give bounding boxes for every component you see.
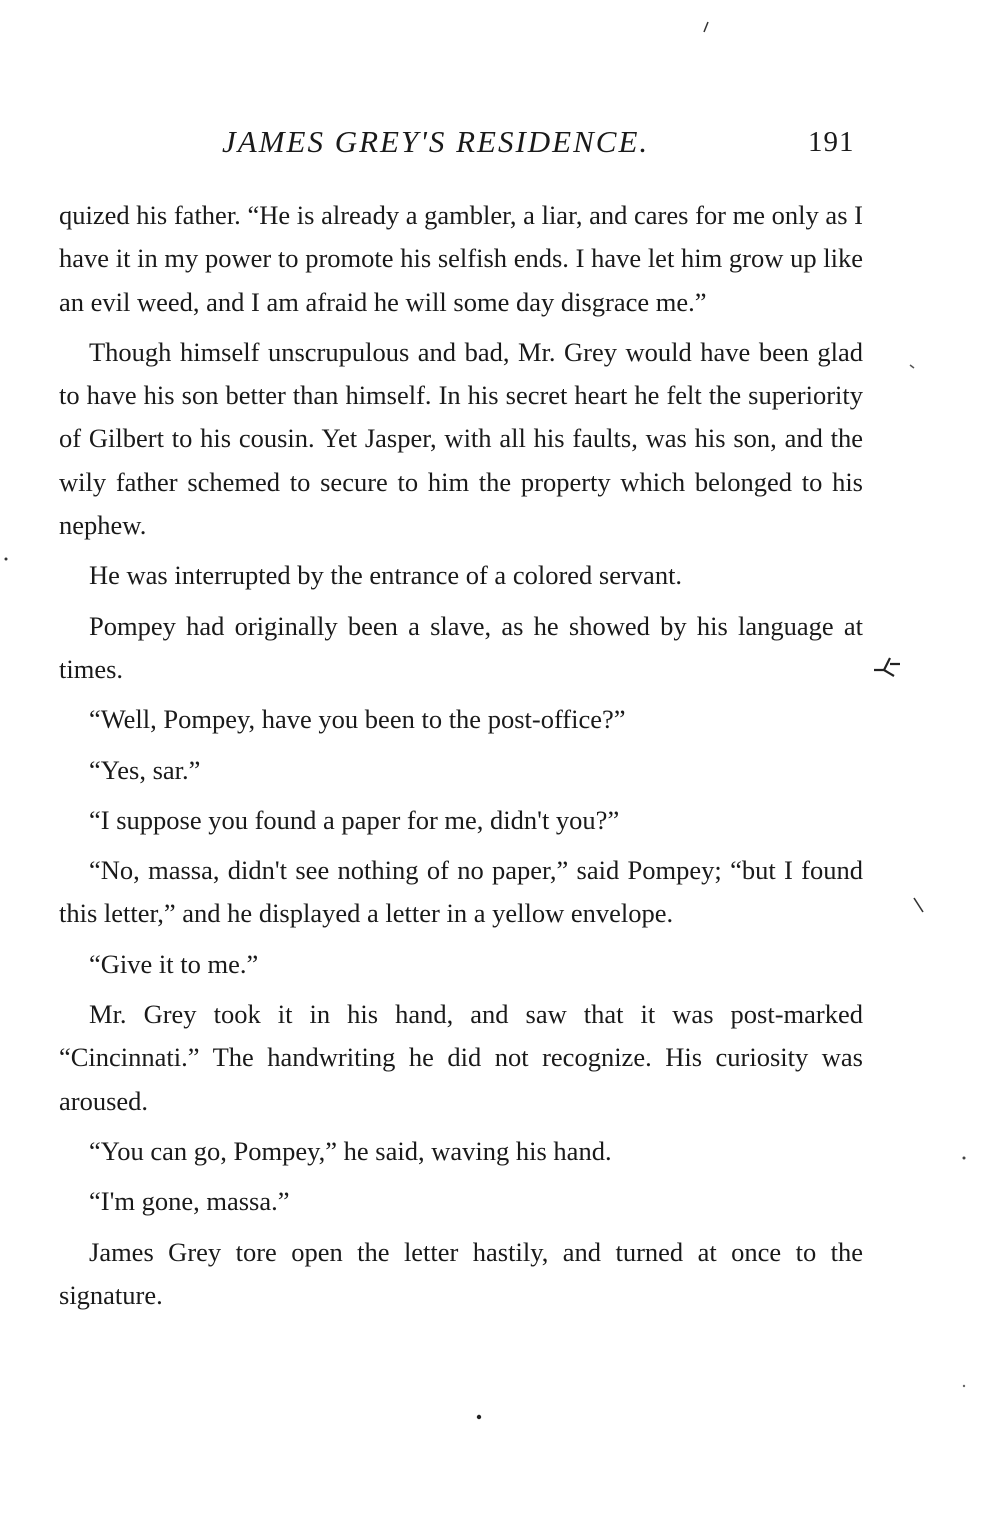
stray-mark-icon bbox=[2, 555, 10, 563]
paragraph: “I'm gone, massa.” bbox=[89, 1186, 290, 1217]
caret-mark-icon bbox=[870, 650, 910, 680]
page-header bbox=[0, 124, 989, 168]
paragraph: “You can go, Pompey,” he said, waving his hand. bbox=[89, 1135, 612, 1166]
paragraph: “I suppose you found a paper for me, didn't you?” bbox=[89, 804, 620, 835]
page-number: 191 bbox=[808, 126, 855, 158]
paragraph: “Yes, sar.” bbox=[89, 754, 201, 785]
paragraph: “Well, Pompey, have you been to the post-office?” bbox=[89, 704, 626, 735]
paragraph: Though himself unscrupulous and bad, Mr. Grey would have been glad to have his son better than himself. In his secret heart he felt the superiority of Gilbert to his cousin. Yet Jasper, with all his faults, was his son, and the wily father schemed to secure to him the property which belonged to his nephew. bbox=[59, 336, 863, 541]
paragraph: quized his father. “He is already a gambler, a liar, and cares for me only as I have it in my power to promote his selfish ends. I have let him grow up like an evil weed, and I am afraid he will some day disgrace me.” bbox=[59, 200, 863, 317]
paragraph: Mr. Grey took it in his hand, and saw that it was post-marked “Cincinnati.” The handwriting he did not recognize. His curiosity was aroused. bbox=[59, 999, 863, 1116]
stray-mark-icon bbox=[700, 20, 710, 34]
paragraph: Pompey had originally been a slave, as he showed by his language at times. bbox=[59, 610, 863, 684]
running-head: JAMES GREY'S RESIDENCE. bbox=[222, 124, 650, 159]
stray-mark-icon bbox=[474, 1412, 484, 1422]
paragraph: He was interrupted by the entrance of a colored servant. bbox=[89, 560, 683, 591]
stray-mark-icon bbox=[912, 896, 926, 916]
body-text bbox=[59, 194, 863, 1324]
paragraph: James Grey tore open the letter hastily, and turned at once to the signature. bbox=[59, 1236, 863, 1310]
stray-mark-icon bbox=[960, 1154, 968, 1162]
stray-mark-icon bbox=[908, 360, 918, 370]
paragraph: “Give it to me.” bbox=[89, 948, 259, 979]
paragraph: “No, massa, didn't see nothing of no paper,” said Pompey; “but I found this letter,” and he displayed a letter in a yellow envelope. bbox=[59, 855, 863, 929]
stray-mark-icon bbox=[960, 1382, 968, 1390]
